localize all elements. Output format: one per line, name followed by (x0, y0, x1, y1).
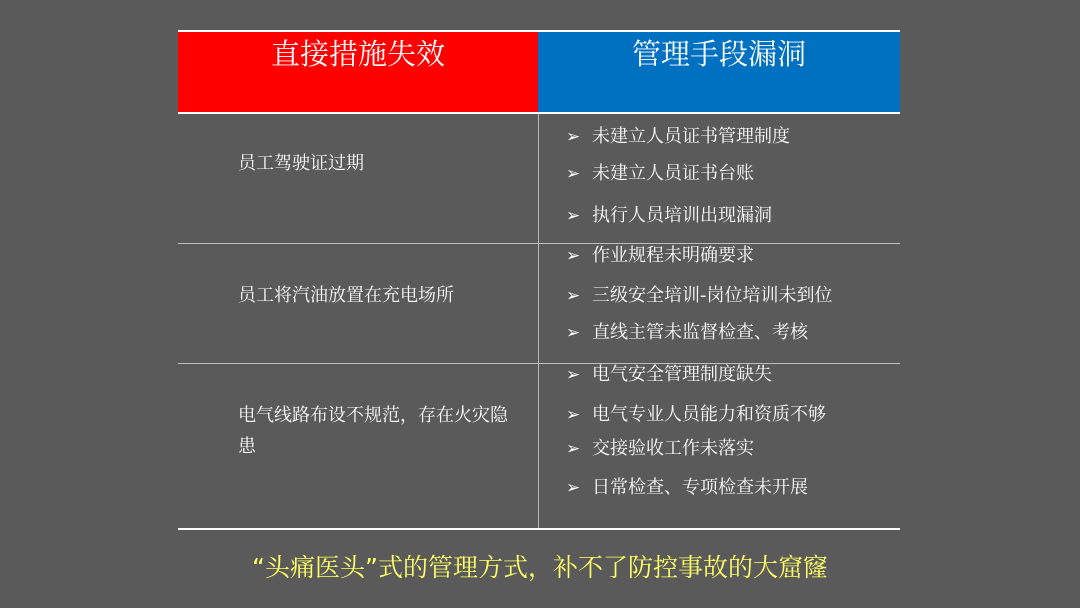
loophole-text: 执行人员培训出现漏洞 (592, 205, 772, 226)
arrow-bullet-icon: ➢ (566, 286, 581, 306)
header-direct-measures-failure: 直接措施失效 (178, 30, 538, 114)
cause-row-3: 电气线路布设不规范，存在火灾隐患 (238, 405, 508, 457)
loophole-item (566, 204, 772, 228)
loophole-item (566, 476, 808, 500)
arrow-bullet-icon: ➢ (566, 206, 581, 226)
loophole-text: 直线主管未监督检查、考核 (592, 322, 808, 343)
conclusion-caption: “头痛医头”式的管理方式，补不了防控事故的大窟窿 (252, 553, 828, 582)
row-divider (178, 243, 900, 244)
loophole-text: 作业规程未明确要求 (592, 245, 754, 266)
loophole-text: 三级安全培训-岗位培训未到位 (592, 285, 833, 306)
arrow-bullet-icon: ➢ (566, 439, 581, 459)
loophole-item (566, 162, 754, 186)
loophole-item (566, 244, 754, 268)
loophole-item (566, 403, 826, 427)
loophole-text: 日常检查、专项检查未开展 (592, 477, 808, 498)
arrow-bullet-icon: ➢ (566, 478, 581, 498)
loophole-item (566, 437, 754, 461)
loophole-text: 电气安全管理制度缺失 (592, 364, 772, 385)
loophole-text: 交接验收工作未落实 (592, 438, 754, 459)
analysis-table (178, 30, 900, 530)
arrow-bullet-icon: ➢ (566, 246, 581, 266)
arrow-bullet-icon: ➢ (566, 127, 581, 147)
header-management-loopholes: 管理手段漏洞 (538, 30, 900, 114)
arrow-bullet-icon: ➢ (566, 365, 581, 385)
loophole-item (566, 284, 833, 308)
column-divider (538, 114, 539, 530)
cause-row-2: 员工将汽油放置在充电场所 (238, 285, 454, 306)
loophole-item (566, 321, 808, 345)
loophole-text: 未建立人员证书管理制度 (592, 126, 790, 147)
arrow-bullet-icon: ➢ (566, 405, 581, 425)
arrow-bullet-icon: ➢ (566, 323, 581, 343)
loophole-text: 未建立人员证书台账 (592, 163, 754, 184)
table-bottom-border (178, 528, 900, 530)
loophole-item (566, 363, 772, 387)
loophole-text: 电气专业人员能力和资质不够 (592, 404, 826, 425)
row-divider (178, 363, 900, 364)
cause-row-1: 员工驾驶证过期 (238, 153, 364, 174)
arrow-bullet-icon: ➢ (566, 164, 581, 184)
loophole-item (566, 125, 790, 149)
